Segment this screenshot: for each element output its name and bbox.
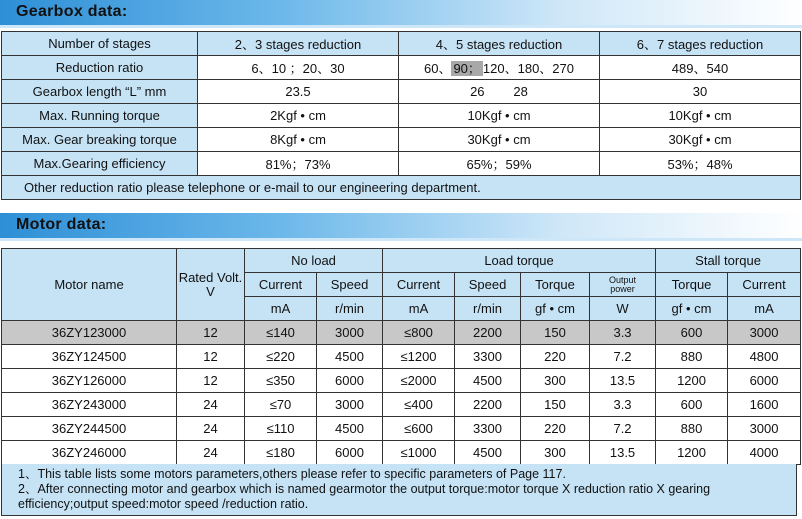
row-label: Max.Gearing efficiency <box>2 152 198 176</box>
table-cell: 30Kgf • cm <box>399 128 600 152</box>
header-cell: No load <box>245 249 383 273</box>
unit-cell: W <box>590 297 656 321</box>
table-row <box>2 128 801 152</box>
table-cell: 8Kgf • cm <box>198 128 399 152</box>
header-cell: 6、7 stages reduction <box>600 32 801 56</box>
table-cell: 489、540 <box>600 56 801 80</box>
table-cell: ≤400 <box>383 393 455 417</box>
table-cell: 880 <box>656 417 728 441</box>
ratio-text: 120、180、270 <box>482 61 574 76</box>
header-cell: Speed <box>317 273 383 297</box>
table-cell: ≤1000 <box>383 441 455 465</box>
table-cell: 7.2 <box>590 417 656 441</box>
header-cell: Motor name <box>2 249 177 321</box>
table-cell: 150 <box>521 321 590 345</box>
motor-name-cell: 36ZY244500 <box>2 417 177 441</box>
table-cell: 3000 <box>317 321 383 345</box>
table-cell: 3000 <box>317 393 383 417</box>
unit-cell: r/min <box>455 297 521 321</box>
table-cell: 2200 <box>455 393 521 417</box>
motor-name-cell: 36ZY124500 <box>2 345 177 369</box>
motor-name-cell: 36ZY246000 <box>2 441 177 465</box>
table-cell: ≤180 <box>245 441 317 465</box>
table-cell: ≤2000 <box>383 369 455 393</box>
table-cell: 1200 <box>656 369 728 393</box>
table-cell: 65%；59% <box>399 152 600 176</box>
table-cell: 4500 <box>455 369 521 393</box>
motor-section-header <box>0 213 802 241</box>
power-label: power <box>610 283 635 294</box>
ratio-text: 60、 <box>423 61 452 76</box>
table-row <box>2 345 801 369</box>
table-cell: 2Kgf • cm <box>198 104 399 128</box>
header-cell <box>590 273 656 297</box>
table-cell: ≤800 <box>383 321 455 345</box>
table-cell: ≤350 <box>245 369 317 393</box>
table-cell: ≤220 <box>245 345 317 369</box>
table-cell: 220 <box>521 417 590 441</box>
header-cell: Speed <box>455 273 521 297</box>
table-cell: ≤110 <box>245 417 317 441</box>
header-cell: Number of stages <box>2 32 198 56</box>
table-cell: 12 <box>177 321 245 345</box>
row-label: Reduction ratio <box>2 56 198 80</box>
table-row <box>2 104 801 128</box>
unit-cell: r/min <box>317 297 383 321</box>
footnotes <box>1 464 797 516</box>
motor-table <box>1 248 801 465</box>
motor-title: Motor data: <box>16 216 107 233</box>
table-cell: 12 <box>177 369 245 393</box>
table-cell: 3000 <box>728 321 801 345</box>
unit-cell: mA <box>383 297 455 321</box>
table-cell: 4500 <box>317 417 383 441</box>
unit-cell: gf • cm <box>521 297 590 321</box>
table-cell: 4500 <box>317 345 383 369</box>
row-label: Max. Gear breaking torque <box>2 128 198 152</box>
table-cell: ≤140 <box>245 321 317 345</box>
table-row <box>2 80 801 104</box>
table-row <box>2 393 801 417</box>
table-row <box>2 321 801 345</box>
rated-volt-label: Rated Volt. V <box>178 269 243 299</box>
unit-cell: mA <box>245 297 317 321</box>
table-cell: 24 <box>177 393 245 417</box>
highlighted-ratio: 90； <box>453 61 481 76</box>
table-row <box>2 152 801 176</box>
header-cell: Torque <box>521 273 590 297</box>
gearbox-note: Other reduction ratio please telephone or e-mail to our engineering department. <box>2 176 801 200</box>
table-cell: 2200 <box>455 321 521 345</box>
table-cell: 6000 <box>728 369 801 393</box>
table-cell: 10Kgf • cm <box>399 104 600 128</box>
header-cell: Current <box>728 273 801 297</box>
table-cell <box>399 56 600 80</box>
table-cell: ≤70 <box>245 393 317 417</box>
header-cell: Current <box>383 273 455 297</box>
table-row <box>2 176 801 200</box>
header-cell: Torque <box>656 273 728 297</box>
table-cell: 3.3 <box>590 393 656 417</box>
table-cell: 23.5 <box>198 80 399 104</box>
table-row <box>2 32 801 56</box>
table-cell: 26 28 <box>399 80 600 104</box>
header-underline <box>0 238 802 241</box>
table-cell: 220 <box>521 345 590 369</box>
table-cell: 6000 <box>317 369 383 393</box>
table-cell: 3.3 <box>590 321 656 345</box>
table-cell: 30 <box>600 80 801 104</box>
header-cell: 2、3 stages reduction <box>198 32 399 56</box>
table-cell: 3300 <box>455 345 521 369</box>
table-cell: 1600 <box>728 393 801 417</box>
table-cell: 53%；48% <box>600 152 801 176</box>
motor-name-cell: 36ZY126000 <box>2 369 177 393</box>
unit-cell: mA <box>728 297 801 321</box>
motor-name-cell: 36ZY243000 <box>2 393 177 417</box>
row-label: Max. Running torque <box>2 104 198 128</box>
gearbox-table <box>1 31 801 200</box>
table-cell: 13.5 <box>590 441 656 465</box>
table-cell: 300 <box>521 441 590 465</box>
table-cell: 600 <box>656 321 728 345</box>
footnote: efficiency;output speed:motor speed /reduction ratio. <box>18 497 309 511</box>
table-cell: 6000 <box>317 441 383 465</box>
table-cell: 4800 <box>728 345 801 369</box>
table-cell: 1200 <box>656 441 728 465</box>
gearbox-title: Gearbox data: <box>16 3 128 20</box>
motor-rows <box>2 321 801 465</box>
table-row <box>2 441 801 465</box>
output-label: Output <box>609 274 637 285</box>
table-row <box>2 56 801 80</box>
motor-name-cell: 36ZY123000 <box>2 321 177 345</box>
table-cell: 7.2 <box>590 345 656 369</box>
table-row <box>2 249 801 273</box>
table-cell: 24 <box>177 417 245 441</box>
table-cell: 30Kgf • cm <box>600 128 801 152</box>
table-cell: 10Kgf • cm <box>600 104 801 128</box>
header-cell: Current <box>245 273 317 297</box>
table-cell: 81%；73% <box>198 152 399 176</box>
header-cell <box>177 249 245 321</box>
header-cell: 4、5 stages reduction <box>399 32 600 56</box>
table-row <box>2 369 801 393</box>
table-cell: 13.5 <box>590 369 656 393</box>
table-cell: 4000 <box>728 441 801 465</box>
table-cell: 12 <box>177 345 245 369</box>
table-cell: 24 <box>177 441 245 465</box>
footnote: 1、This table lists some motors parameters,others please refer to specific parameters of Page 117. <box>18 467 566 481</box>
gearbox-section-header <box>0 0 802 28</box>
footnote: 2、After connecting motor and gearbox which is named gearmotor the output torque:motor torque X reduction ratio X gearing <box>18 482 711 496</box>
table-cell: 4500 <box>455 441 521 465</box>
table-cell: 6、10 ；20、30 <box>198 56 399 80</box>
header-cell: Stall torque <box>656 249 801 273</box>
table-cell: ≤600 <box>383 417 455 441</box>
header-underline <box>0 25 802 28</box>
row-label: Gearbox length “L” mm <box>2 80 198 104</box>
table-cell: 150 <box>521 393 590 417</box>
unit-cell: gf • cm <box>656 297 728 321</box>
table-cell: 600 <box>656 393 728 417</box>
header-cell: Load torque <box>383 249 656 273</box>
table-row <box>2 417 801 441</box>
table-cell: 880 <box>656 345 728 369</box>
table-cell: 3000 <box>728 417 801 441</box>
table-cell: 300 <box>521 369 590 393</box>
table-cell: 3300 <box>455 417 521 441</box>
table-cell: ≤1200 <box>383 345 455 369</box>
